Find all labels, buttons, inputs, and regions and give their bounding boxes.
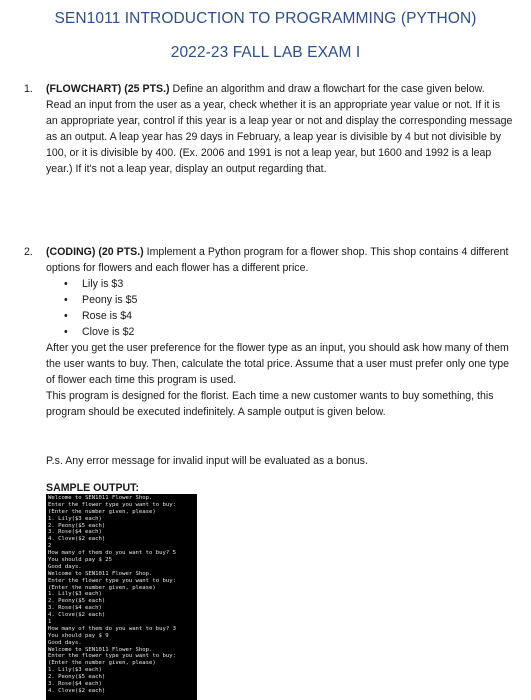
flower-list — [46, 276, 514, 340]
question-heading: (FLOWCHART) (25 PTS.) — [46, 83, 170, 95]
list-item: • Lily is $3 — [64, 276, 514, 292]
terminal-line: Enter the flower type you want to buy: — [48, 501, 176, 508]
terminal-line: (Enter the number given, please) — [48, 508, 156, 515]
question-number: 1. — [24, 83, 33, 95]
terminal-line: 3. Rose($4 each) — [48, 681, 102, 688]
question-number: 2. — [24, 246, 33, 258]
terminal-line: Good days. — [48, 639, 82, 646]
list-item: • Rose is $4 — [64, 308, 514, 324]
list-item: • Clove is $2 — [64, 324, 514, 340]
terminal-output — [46, 494, 197, 700]
question-2-first-line — [46, 244, 514, 276]
question-heading: (CODING) (20 PTS.) — [46, 246, 144, 258]
terminal-line: Enter the flower type you want to buy: — [48, 653, 176, 660]
exam-subtitle: 2022-23 FALL LAB EXAM I — [170, 44, 361, 61]
terminal-line: 1. Lily($3 each) — [48, 591, 102, 598]
terminal-line: 1 — [48, 619, 52, 626]
terminal-line: Enter the flower type you want to buy: — [48, 577, 176, 584]
terminal-line: 3. Rose($4 each) — [48, 529, 102, 536]
terminal-line: 1. Lily($3 each) — [48, 515, 102, 522]
terminal-line: Welcome to SEN1011 Flower Shop. — [48, 495, 153, 501]
question-2-paragraph: This program is designed for the florist. Each time a new customer wants to buy something, this program should be executed indefinitely. A sample output is given below. — [46, 390, 494, 418]
terminal-line: Welcome to SEN1011 Flower Shop. — [48, 570, 153, 577]
question-2 — [24, 244, 514, 420]
page-title: SEN1011 INTRODUCTION TO PROGRAMMING (PYTHON) — [54, 10, 477, 27]
terminal-line: How many of them do you want to buy? 3 — [48, 625, 176, 632]
question-1 — [24, 81, 514, 177]
sample-output-label: SAMPLE OUTPUT: — [46, 482, 139, 494]
terminal-line: 4. Clove($2 each) — [48, 536, 106, 543]
question-2-paragraph: After you get the user preference for the flower type as an input, you should ask how many of them the user wants to buy. Then, calculate the total price. Assume that a user must prefer only one type of flower each time this program is used. — [46, 342, 510, 386]
question-text: Implement a Python program for a flower shop. This shop contains 4 different options for flowers and each flower has a different price. — [46, 246, 509, 274]
terminal-line: 4. Clove($2 each) — [48, 687, 106, 694]
terminal-line: Welcome to SEN1011 Flower Shop. — [48, 646, 153, 653]
terminal-line: 2 — [48, 543, 52, 550]
terminal-line: 4. Clove($2 each) — [48, 612, 106, 619]
terminal-line: You should pay $ 9 — [48, 632, 109, 639]
terminal-line: 1. Lily($3 each) — [48, 667, 102, 674]
terminal-line: Good days. — [48, 563, 82, 570]
bonus-note: P.s. Any error message for invalid input will be evaluated as a bonus. — [46, 455, 368, 467]
question-1-description: Read an input from the user as a year, check whether it is an appropriate year value or not. If it is an appropriate year, control if this year is a leap year or not and display the corresponding message as an output. A leap year has 29 days in February, a leap year is divisible by 4 but not divisible by 100, or it is divisible by 400. (Ex. 2006 and 1991 is not a leap year, but 1600 and 1992 is a leap year.) If it's not a leap year, display an output regarding that. — [46, 99, 513, 175]
terminal-line: How many of them do you want to buy? 5 — [48, 550, 176, 557]
terminal-line: 2. Peony($5 each) — [48, 598, 106, 605]
terminal-line: (Enter the number given, please) — [48, 584, 156, 591]
list-item: • Peony is $5 — [64, 292, 514, 308]
terminal-line: 2. Peony($5 each) — [48, 522, 106, 529]
question-1-first-line — [46, 81, 514, 97]
terminal-line: (Enter the number given, please) — [48, 660, 156, 667]
terminal-line: You should pay $ 25 — [48, 557, 112, 564]
question-text: Define an algorithm and draw a flowchart for the case given below. — [169, 83, 485, 95]
terminal-line: 3. Rose($4 each) — [48, 605, 102, 612]
terminal-line: 2. Peony($5 each) — [48, 674, 106, 681]
